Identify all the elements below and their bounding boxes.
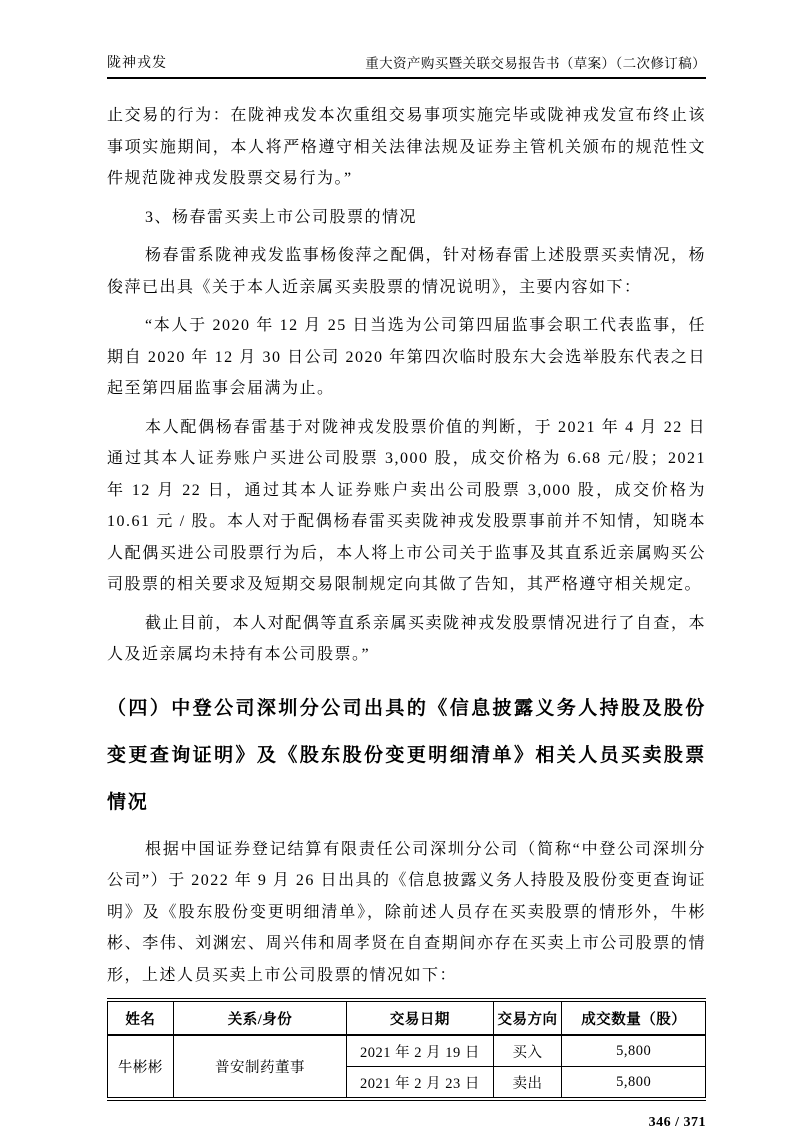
section-heading-4: （四）中登公司深圳分公司出具的《信息披露义务人持股及股份变更查询证明》及《股东股份变更明细清单》相关人员买卖股票情况 <box>107 697 706 813</box>
page-number: 346 / 371 <box>648 1115 706 1130</box>
cell-trade-date: 2021 年 2 月 19 日 <box>347 1035 494 1067</box>
cell-trade-direction: 卖出 <box>493 1067 562 1100</box>
column-header-quantity: 成交数量（股） <box>562 1000 706 1035</box>
column-header-name: 姓名 <box>108 1000 174 1035</box>
column-header-direction: 交易方向 <box>493 1000 562 1035</box>
cell-trade-date: 2021 年 2 月 23 日 <box>347 1067 494 1100</box>
document-body <box>107 100 706 1131</box>
table-row <box>108 1035 706 1067</box>
column-header-relation: 关系/身份 <box>173 1000 346 1035</box>
page-header <box>107 52 706 79</box>
column-header-date: 交易日期 <box>347 1000 494 1035</box>
paragraph-quote-selfcheck: 截止目前，本人对配偶等直系亲属买卖陇神戎发股票情况进行了自查，本人及近亲属均未持有本公司股票。” <box>107 614 706 663</box>
paragraph-continuation: 止交易的行为：在陇神戎发本次重组交易事项实施完毕或陇神戎发宣布终止该事项实施期间，本人将严格遵守相关法律法规及证券主管机关颁布的规范性文件规范陇神戎发股票交易行为。” <box>107 107 706 187</box>
subsection-title-3: 3、杨春雷买卖上市公司股票的情况 <box>145 208 418 226</box>
cell-person-identity: 普安制药董事 <box>173 1035 346 1099</box>
header-company-name: 陇神戎发 <box>107 56 167 71</box>
cell-person-name: 牛彬彬 <box>108 1035 174 1099</box>
cell-trade-quantity: 5,800 <box>562 1067 706 1100</box>
cell-trade-direction: 买入 <box>493 1035 562 1067</box>
header-document-title: 重大资产购买暨关联交易报告书（草案）（二次修订稿） <box>365 56 706 71</box>
paragraph-quote-election: “本人于 2020 年 12 月 25 日当选为公司第四届监事会职工代表监事，任期自 2020 年 12 月 30 日公司 2020 年第四次临时股东大会选举股东代表之日起至第四届监事会届满为止。 <box>107 317 706 397</box>
paragraph-relation-statement: 杨春雷系陇神戎发监事杨俊萍之配偶，针对杨春雷上述股票买卖情况，杨俊萍已出具《关于本人近亲属买卖股票的情况说明》，主要内容如下： <box>107 247 706 296</box>
paragraph-quote-trades: 本人配偶杨春雷基于对陇神戎发股票价值的判断，于 2021 年 4 月 22 日通过其本人证券账户买进公司股票 3,000 股，成交价格为 6.68 元/股；2021 年 12 月 22 日，通过其本人证券账户卖出公司股票 3,000 股，成交价格为 10.61 元 / 股。本人对于配偶杨春雷买卖陇神戎发股票事前并不知情，知晓本人配偶买进公司股票行为后，本人将上市公司关于监事及其直系近亲属购买公司股票的相关要求及短期交易限制规定向其做了告知，其严格遵守相关规定。 <box>107 418 706 593</box>
table-header-row <box>108 1000 706 1035</box>
paragraph-csdc-statement: 根据中国证券登记结算有限责任公司深圳分公司（简称“中登公司深圳分公司”）于 2022 年 9 月 26 日出具的《信息披露义务人持股及股份变更查询证明》及《股东股份变更明细清单》，除前述人员存在买卖股票的情形外，牛彬彬、李伟、刘渊宏、周兴伟和周孝贤在自查期间亦存在买卖上市公司股票的情形，上述人员买卖上市公司股票的情况如下： <box>107 840 706 984</box>
cell-trade-quantity: 5,800 <box>562 1035 706 1067</box>
share-trading-table <box>107 998 706 1101</box>
